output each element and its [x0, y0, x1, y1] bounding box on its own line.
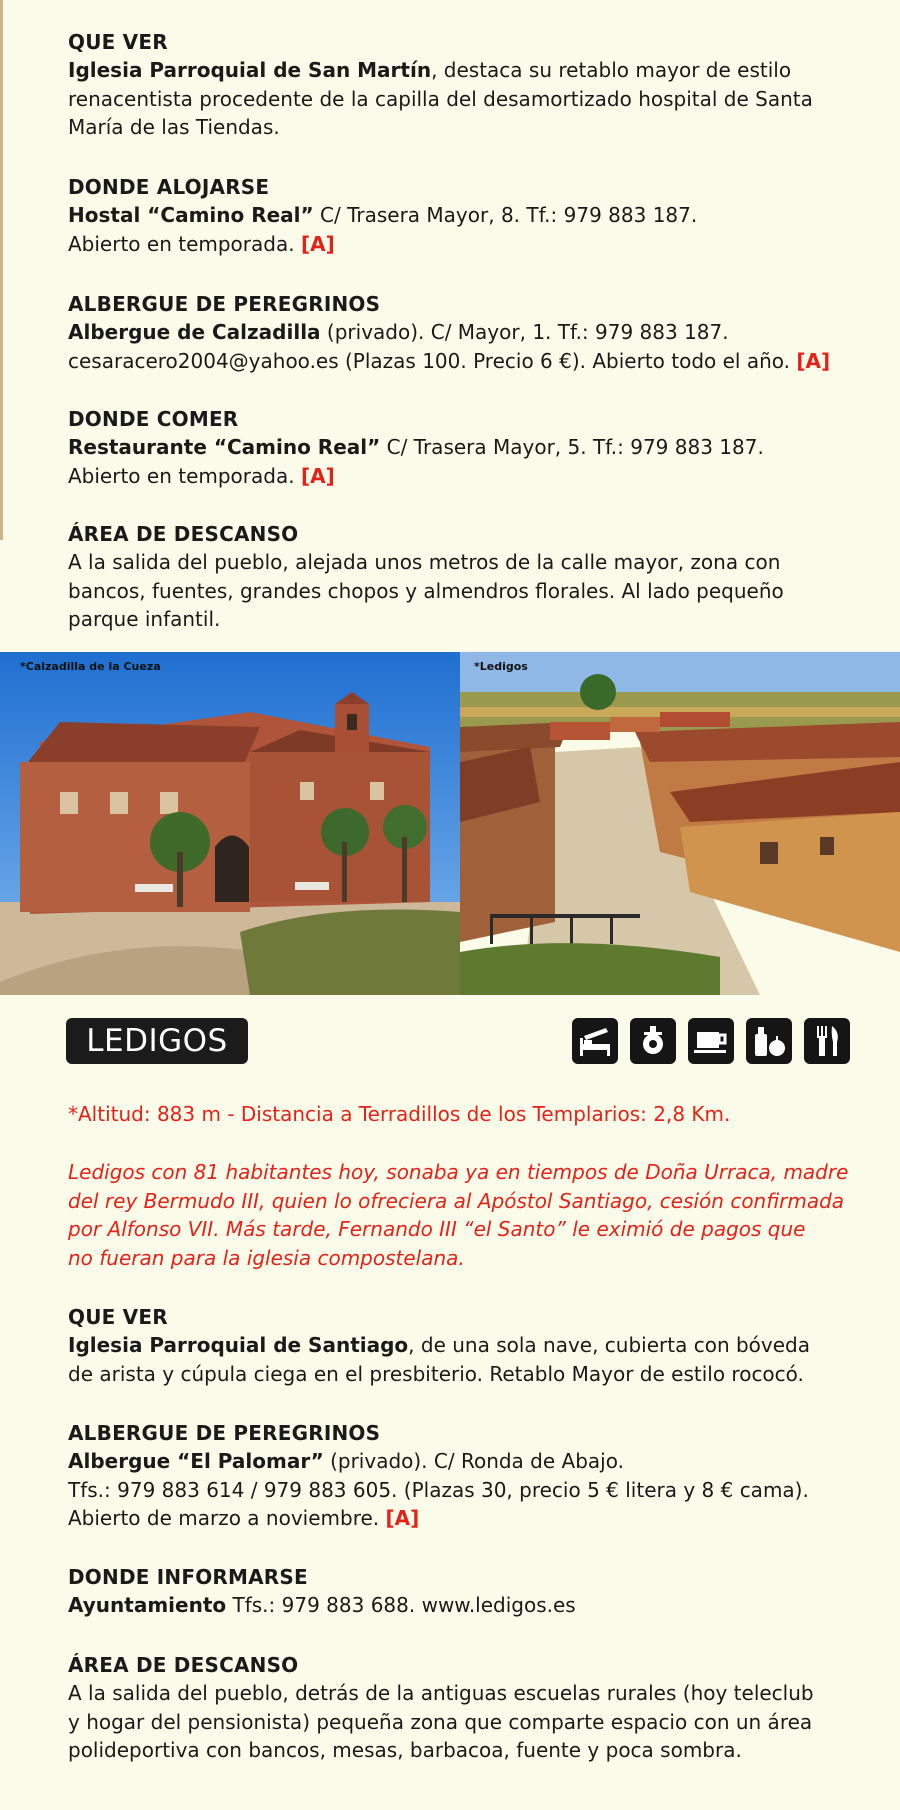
- text-line: y hogar del pensionista) pequeña zona que comparte espacio con un área: [68, 1709, 813, 1734]
- ledigos-informarse: [68, 1563, 868, 1620]
- bed-icon: [572, 1018, 618, 1064]
- marker-a: [A]: [300, 231, 335, 256]
- section-text: [68, 318, 868, 347]
- photo-caption: *Calzadilla de la Cueza: [20, 660, 161, 673]
- text-fragment: (privado). C/ Ronda de Abajo.: [323, 1449, 624, 1473]
- text-fragment: , de una sola nave, cubierta con bóveda: [408, 1333, 811, 1357]
- text-fragment: (privado). C/ Mayor, 1. Tf.: 979 883 187.: [320, 320, 729, 344]
- place-name: Hostal “Camino Real”: [68, 203, 314, 227]
- section-heading: DONDE COMER: [68, 407, 239, 431]
- address: C/ Trasera Mayor, 5. Tf.: 979 883 187.: [380, 435, 764, 459]
- section-heading: DONDE INFORMARSE: [68, 1565, 308, 1589]
- text-line: María de las Tiendas.: [68, 115, 280, 139]
- photo-calzadilla: [0, 652, 460, 995]
- page-edge: [0, 0, 3, 540]
- intro-line: del rey Bermudo III, quien lo ofreciera al Apóstol Santiago, cesión confirmada: [68, 1188, 845, 1213]
- section-text: [68, 201, 868, 230]
- ledigos-descanso: [68, 1651, 868, 1765]
- text-line: A la salida del pueblo, detrás de la antiguas escuelas rurales (hoy teleclub: [68, 1681, 814, 1705]
- section-heading: QUE VER: [68, 1305, 168, 1329]
- calzadilla-alojarse: [68, 173, 868, 258]
- text-fragment: Abierto de marzo a noviembre.: [68, 1506, 386, 1530]
- intro-line: Ledigos con 81 habitantes hoy, sonaba ya en tiempos de Doña Urraca, madre: [68, 1160, 849, 1184]
- place-name: Albergue de Calzadilla: [68, 320, 321, 344]
- text-fragment: cesaracero2004@yahoo.es (Plazas 100. Precio 6 €). Abierto todo el año.: [68, 348, 797, 373]
- place-name: Iglesia Parroquial de San Martín: [68, 58, 432, 82]
- photo-strip: [0, 652, 900, 995]
- address: C/ Trasera Mayor, 8. Tf.: 979 883 187.: [313, 203, 698, 227]
- text-line: [68, 347, 868, 376]
- ledigos-intro: [68, 1158, 868, 1272]
- section-text: [68, 1447, 868, 1476]
- text-line: A la salida del pueblo, alejada unos metros de la calle mayor, zona con: [68, 550, 781, 574]
- section-text: [68, 1591, 868, 1620]
- section-heading: ÁREA DE DESCANSO: [68, 1653, 299, 1677]
- text-line: [68, 462, 868, 491]
- marker-a: [A]: [300, 463, 335, 488]
- text-line: bancos, fuentes, grandes chopos y almendros florales. Al lado pequeño: [68, 578, 784, 603]
- section-heading: QUE VER: [68, 30, 168, 54]
- text-fragment: Abierto en temporada.: [68, 463, 301, 488]
- ledigos-altitud: [68, 1102, 868, 1126]
- photo-caption: *Ledigos: [474, 660, 528, 673]
- cutlery-icon: [804, 1018, 850, 1064]
- text-fragment: , destaca su retablo mayor de estilo: [431, 58, 792, 82]
- town-title: LEDIGOS: [66, 1018, 248, 1064]
- text-line: Tfs.: 979 883 614 / 979 883 605. (Plazas 30, precio 5 € litera y 8 € cama).: [68, 1477, 809, 1502]
- text-line: polideportiva con bancos, mesas, barbacoa, fuente y poca sombra.: [68, 1738, 742, 1762]
- intro-line: por Alfonso VII. Más tarde, Fernando III “el Santo” le eximió de pagos que: [68, 1217, 806, 1241]
- altitude-line: *Altitud: 883 m - Distancia a Terradillos de los Templarios: 2,8 Km.: [68, 1102, 731, 1126]
- section-heading: ALBERGUE DE PEREGRINOS: [68, 1421, 381, 1445]
- text-line: renacentista procedente de la capilla del desamortizado hospital de Santa: [68, 86, 813, 111]
- place-name: Ayuntamiento: [68, 1593, 227, 1617]
- place-name: Iglesia Parroquial de Santiago: [68, 1333, 409, 1357]
- section-heading: ÁREA DE DESCANSO: [68, 522, 299, 546]
- text-fragment: Abierto en temporada.: [68, 231, 301, 256]
- text-line: parque infantil.: [68, 607, 221, 631]
- shell-icon: [630, 1018, 676, 1064]
- calzadilla-comer: [68, 405, 868, 490]
- section-text: [68, 56, 868, 85]
- section-heading: ALBERGUE DE PEREGRINOS: [68, 292, 381, 316]
- place-name: Albergue “El Palomar”: [68, 1449, 324, 1473]
- marker-a: [A]: [796, 348, 831, 373]
- section-heading: DONDE ALOJARSE: [68, 175, 270, 199]
- text-line: [68, 1504, 868, 1533]
- section-text: [68, 433, 868, 462]
- place-name: Restaurante “Camino Real”: [68, 435, 381, 459]
- text-fragment: Tfs.: 979 883 688. www.ledigos.es: [226, 1593, 576, 1617]
- coffee-icon: [688, 1018, 734, 1064]
- text-line: de arista y cúpula ciega en el presbiterio. Retablo Mayor de estilo rococó.: [68, 1361, 804, 1386]
- calzadilla-que-ver: [68, 28, 868, 142]
- ledigos-albergue: [68, 1419, 868, 1533]
- text-line: [68, 230, 868, 259]
- shop-icon: [746, 1018, 792, 1064]
- ledigos-que-ver: [68, 1303, 868, 1388]
- marker-a: [A]: [385, 1506, 420, 1530]
- intro-line: no fueran para la iglesia compostelana.: [68, 1245, 465, 1270]
- calzadilla-descanso: [68, 520, 868, 634]
- calzadilla-albergue: [68, 290, 868, 375]
- photo-ledigos: [460, 652, 900, 995]
- section-text: [68, 1331, 868, 1360]
